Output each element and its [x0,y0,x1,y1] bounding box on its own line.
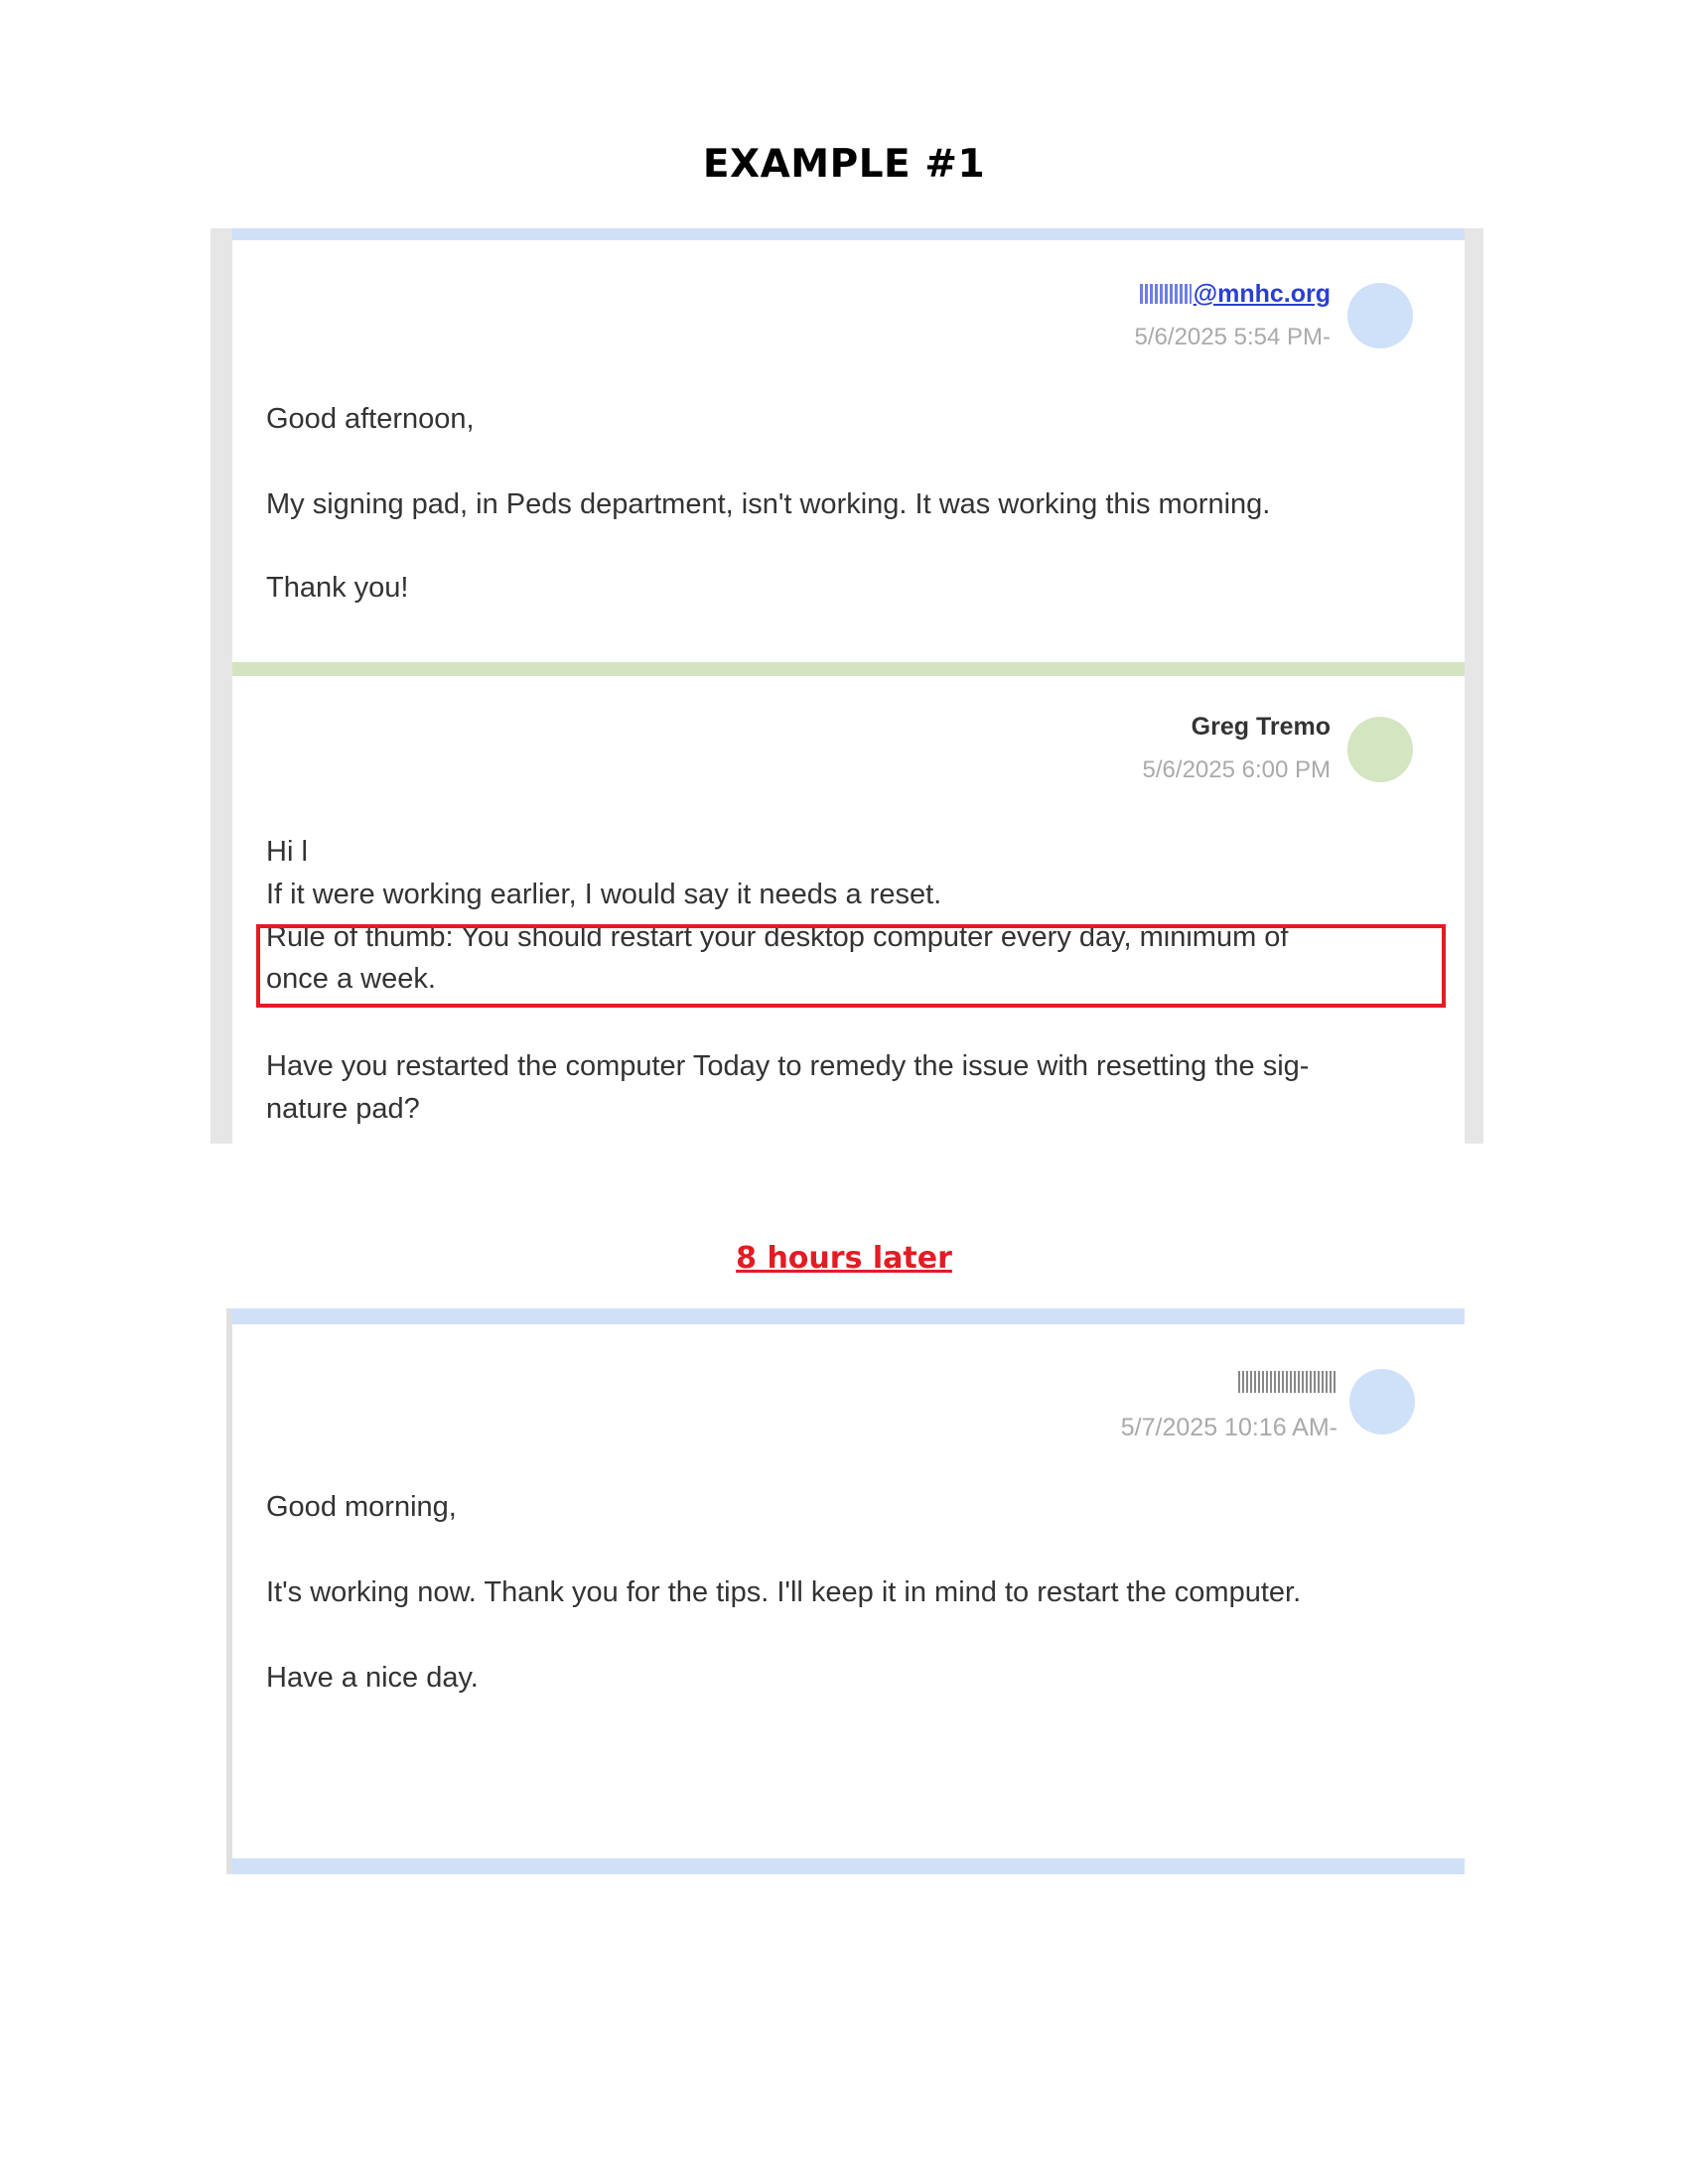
avatar [1347,283,1413,348]
redacted-name [1238,1371,1337,1393]
message-body-line: It's working now. Thank you for the tips. I'll keep it in mind to restart the computer. [266,1576,1302,1608]
message-timestamp: 5/6/2025 5:54 PM- [1134,324,1331,350]
time-gap-label: 8 hours later [736,1241,952,1276]
message-greeting: Good afternoon, [266,403,475,435]
message-sender-redacted [1238,1368,1337,1397]
email-thread-pane [232,228,1465,1144]
highlight-box [256,924,1446,1008]
avatar [1349,1369,1415,1434]
message-signoff: Have a nice day. [266,1662,479,1694]
message-body-line: nature pad? [266,1093,420,1125]
message-body-line: once a week. [266,963,436,995]
document-title: EXAMPLE #1 [702,142,986,187]
message-body-line: If it were working earlier, I would say it needs a reset. [266,879,942,910]
message-body-line: Have you restarted the computer Today to remedy the issue with resetting the sig- [266,1050,1310,1082]
avatar [1347,717,1413,782]
message-greeting: Good morning, [266,1491,457,1523]
redacted-name [1140,284,1192,304]
message-timestamp: 5/6/2025 6:00 PM [1142,756,1331,783]
message-greeting: Hi l [266,836,308,868]
email-screenshot-1 [211,228,1483,1144]
message-timestamp: 5/7/2025 10:16 AM- [1120,1414,1337,1441]
message-sender-email[interactable] [1140,280,1331,309]
message-header-bar [232,228,1465,240]
reply-divider-bar [232,662,1465,676]
message-sender-name: Greg Tremo [1191,713,1331,741]
sender-email-text: @mnhc.org [1193,280,1331,308]
message-header-bar [232,1308,1465,1324]
message-signoff: Thank you! [266,572,409,604]
email-screenshot-2 [226,1308,1465,1874]
message-body-line: My signing pad, in Peds department, isn't working. It was working this morning. [266,488,1271,520]
message-footer-bar [232,1858,1465,1874]
message-body-line: Rule of thumb: You should restart your desktop computer every day, minimum of [266,921,1289,953]
